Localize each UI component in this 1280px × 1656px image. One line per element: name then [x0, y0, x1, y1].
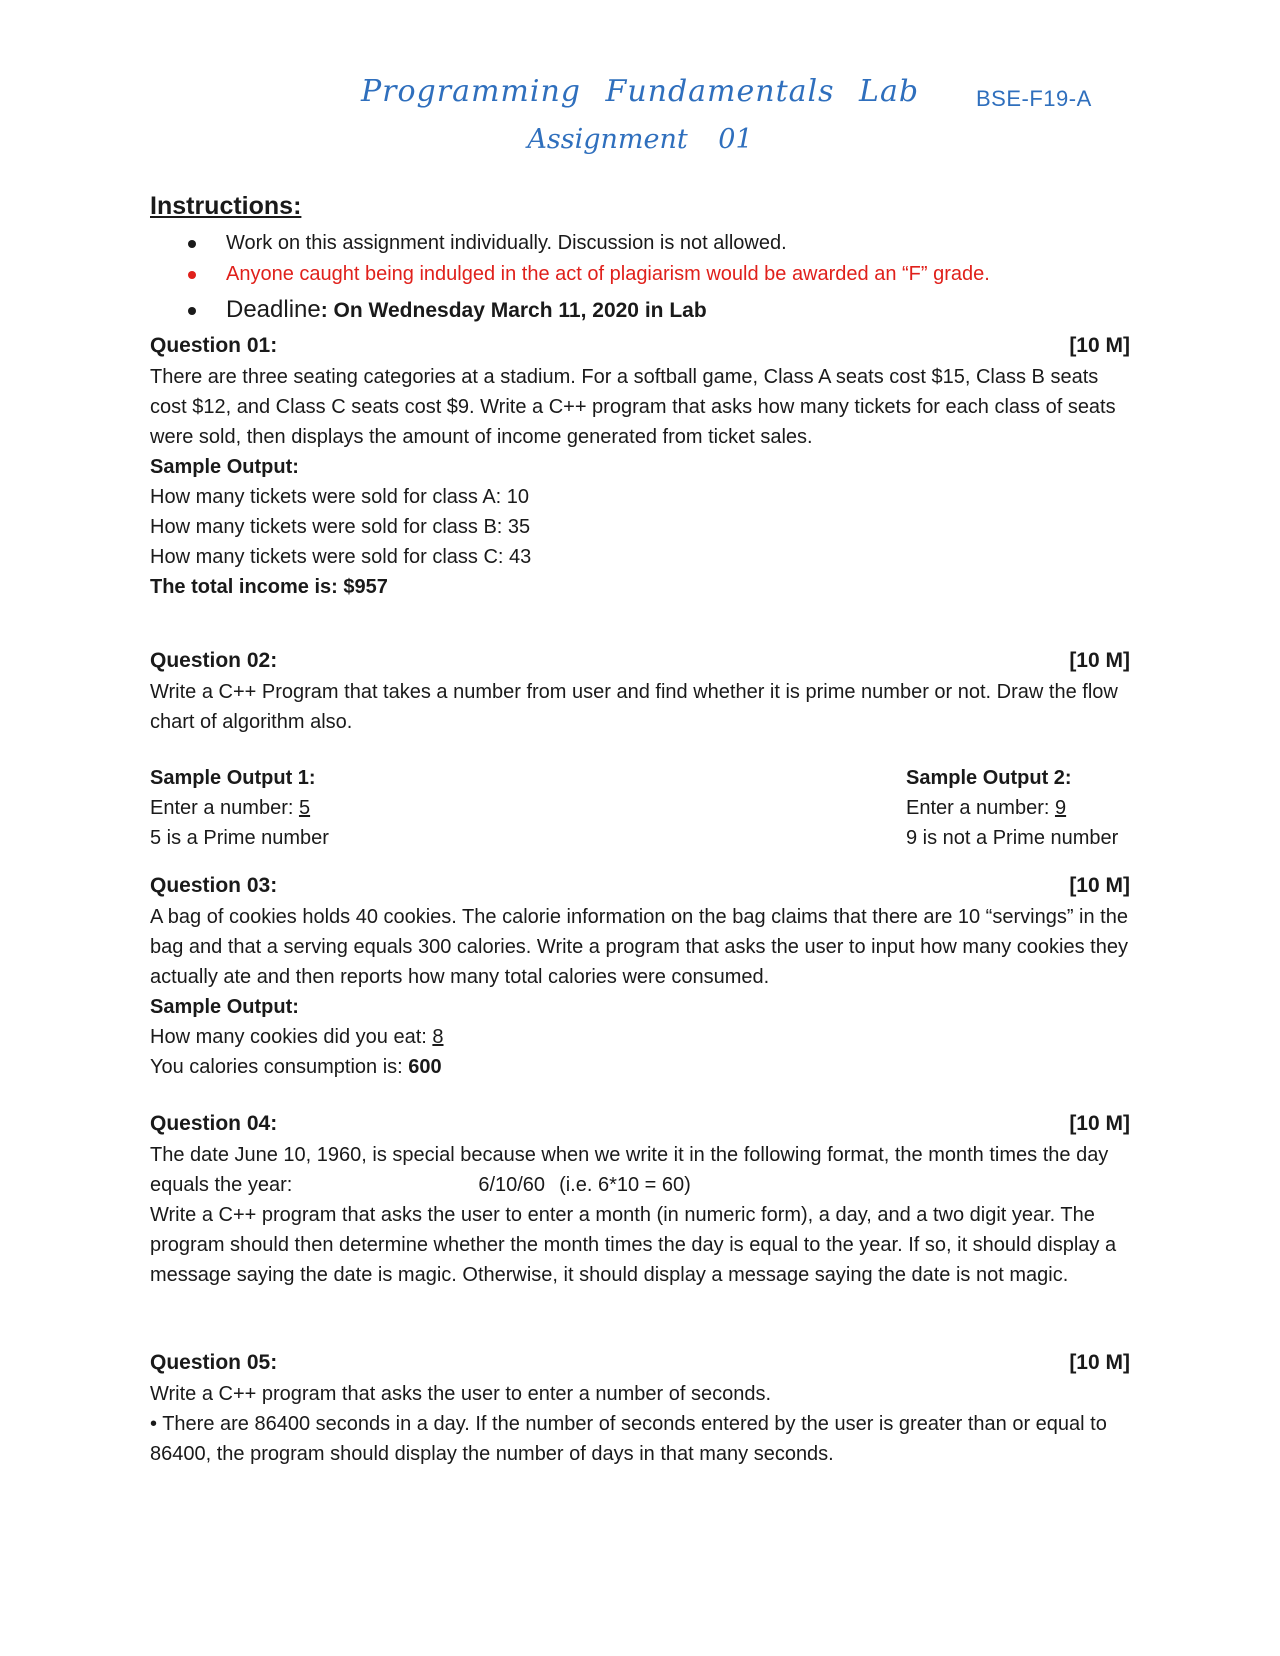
- sample-line: How many cookies did you eat: 8: [150, 1026, 444, 1048]
- section-code: BSE-F19-A: [976, 86, 1092, 111]
- deadline-value: : On Wednesday March 11, 2020 in Lab: [320, 299, 707, 322]
- bullet-icon: [188, 240, 196, 248]
- question-body-2: • There are 86400 seconds in a day. If the number of seconds entered by the user is greater than or equal to 86400, the program should display the number of days in that many seconds.: [150, 1413, 1107, 1465]
- bullet-icon: [188, 271, 196, 279]
- instruction-item-deadline: [150, 290, 1130, 331]
- question-title: Question 03:: [150, 874, 278, 897]
- question-body-2: Write a C++ program that asks the user to enter a month (in numeric form), a day, and a two digit year. The program should then determine whether the month times the day is equal to the year. If so, it should display a message saying the date is magic. Otherwise, it should display a message saying the date is not magic.: [150, 1204, 1117, 1286]
- user-input: 8: [432, 1026, 444, 1048]
- question-05: [150, 1347, 1130, 1469]
- question-marks: [10 M]: [1069, 874, 1130, 897]
- question-body: The date June 10, 1960, is special because when we write it in the following format, the month times the day equals the year: 6/10/60 (i.e. 6*10 = 60): [150, 1144, 1109, 1196]
- sample-total: The total income is: $957: [150, 576, 388, 598]
- question-title: Question 01:: [150, 334, 278, 357]
- question-body: There are three seating categories at a stadium. For a softball game, Class A seats cost $15, Class B seats cost $12, and Class C seats cost $9. Write a C++ program that asks how many tickets for each class of seats were sold, then displays the amount of income generated from ticket sales.: [150, 366, 1116, 448]
- user-input: 9: [1054, 797, 1067, 819]
- question-body: Write a C++ program that asks the user to enter a number of seconds.: [150, 1383, 772, 1405]
- question-title: Question 05:: [150, 1351, 278, 1374]
- sample-line: You calories consumption is: 600: [150, 1056, 442, 1078]
- question-03: [150, 870, 1130, 1082]
- question-04: [150, 1108, 1130, 1290]
- question-marks: [10 M]: [1069, 1112, 1130, 1135]
- question-body: Write a C++ Program that takes a number from user and find whether it is prime number or not. Draw the flow chart of algorithm also.: [150, 681, 1118, 733]
- sample-output-2: Sample Output 2: Enter a number: 9 9 is not a Prime number: [906, 767, 1119, 849]
- user-input: 5: [298, 797, 311, 819]
- sample-output-1: Sample Output 1: Enter a number: 5 5 is a Prime number: [150, 767, 329, 849]
- question-title: Question 02:: [150, 649, 278, 672]
- sample-line: How many tickets were sold for class A: 10: [150, 486, 530, 508]
- document-title: Programming Fundamentals Lab: [360, 74, 920, 109]
- sample-output-label: Sample Output:: [150, 996, 299, 1018]
- question-title: Question 04:: [150, 1112, 278, 1135]
- instruction-item: Work on this assignment individually. Discussion is not allowed.: [150, 228, 1130, 259]
- question-marks: [10 M]: [1069, 1351, 1130, 1374]
- question-marks: [10 M]: [1069, 649, 1130, 672]
- question-body: A bag of cookies holds 40 cookies. The calorie information on the bag claims that there are 10 “servings” in the bag and that a serving equals 300 calories. Write a program that asks the user to input how many cookies they actually ate and then reports how many total calories were consumed.: [150, 906, 1128, 988]
- question-01: [150, 330, 1130, 602]
- question-02: [150, 645, 1130, 853]
- bullet-icon: [188, 307, 196, 315]
- deadline-label: Deadline: [226, 296, 321, 323]
- instructions-heading: Instructions:: [150, 192, 302, 220]
- sample-line: How many tickets were sold for class B: 35: [150, 516, 531, 538]
- instructions-list: [150, 228, 1130, 331]
- sample-line: How many tickets were sold for class C: 43: [150, 546, 532, 568]
- document-subtitle: Assignment 01: [527, 124, 753, 155]
- question-marks: [10 M]: [1069, 334, 1130, 357]
- instruction-item-plagiarism: Anyone caught being indulged in the act of plagiarism would be awarded an “F” grade.: [150, 259, 1130, 290]
- sample-output-label: Sample Output:: [150, 456, 299, 478]
